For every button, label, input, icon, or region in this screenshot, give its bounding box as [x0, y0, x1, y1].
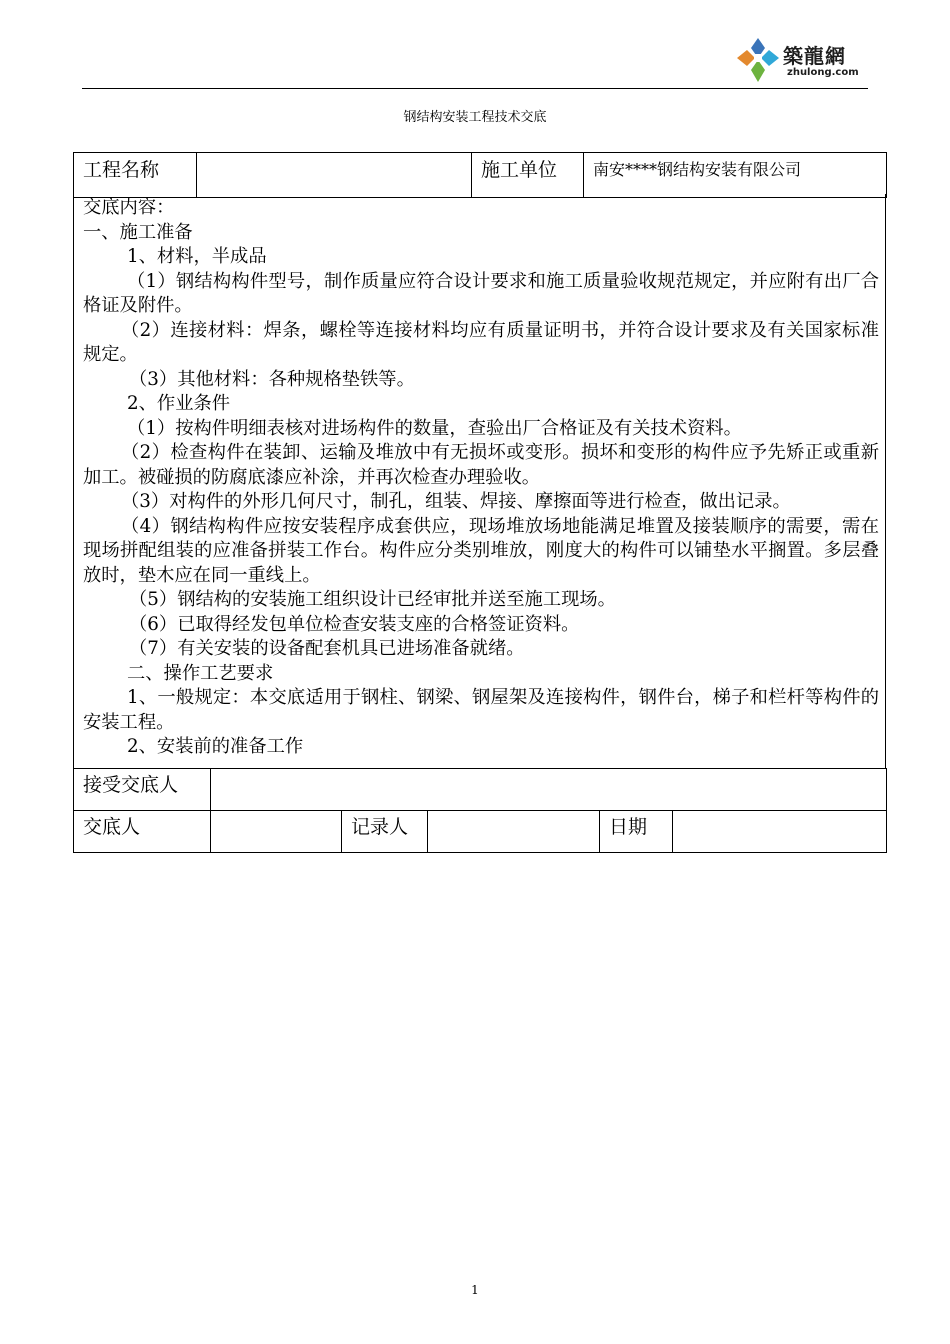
- content-paragraph: （1）按构件明细表核对进场构件的数量，查验出厂合格证及有关技术资料。: [127, 417, 742, 439]
- contractor-field[interactable]: 南安****钢结构安装有限公司: [584, 153, 887, 198]
- subsection-heading: 2、安装前的准备工作: [127, 736, 304, 757]
- project-name-field[interactable]: [197, 153, 472, 198]
- content-paragraph: （7）有关安装的设备配套机具已进场准备就绪。: [129, 638, 525, 659]
- contractor-label: 施工单位: [472, 153, 584, 198]
- content-paragraph: （5）钢结构的安装施工组织设计已经审批并送至施工现场。: [129, 589, 616, 610]
- content-paragraph: （4）钢结构构件应按安装程序成套供应，现场堆放场地能满足堆置及接装顺序的需要，需在现场拼配组装的应准备拼装工作台。构件应分类别堆放，刚度大的构件可以铺垫水平搁置。多层叠放时，垫木应在同一重线上。: [83, 515, 879, 586]
- logo-brand-cn: 築龍網: [783, 44, 846, 68]
- project-info-table: [73, 152, 887, 198]
- subsection-heading: 2、作业条件: [127, 393, 231, 414]
- date-field[interactable]: [673, 811, 887, 853]
- content-intro: 交底内容：: [83, 197, 175, 218]
- receiver-field[interactable]: [211, 769, 887, 811]
- subsection-heading: 1、材料，半成品: [127, 246, 267, 267]
- section-heading: 一、施工准备: [83, 221, 193, 243]
- recorder-field[interactable]: [428, 811, 600, 853]
- content-paragraph: （3）对构件的外形几何尺寸，制孔，组装、焊接、摩擦面等进行检查，做出记录。: [121, 491, 791, 512]
- document-title: 钢结构安装工程技术交底: [403, 110, 547, 125]
- zhulong-logo: [735, 36, 875, 86]
- disclosure-content: [73, 194, 886, 769]
- page-number: 1: [471, 1283, 479, 1297]
- content-paragraph: （1）钢结构构件型号，制作质量应符合设计要求和施工质量验收规范规定，并应附有出厂合格证及附件。: [83, 270, 879, 316]
- signature-table: [73, 768, 887, 853]
- content-paragraph: 1、一般规定：本交底适用于钢柱、钢梁、钢屋架及连接构件，钢件台，梯子和栏杆等构件的安装工程。: [83, 687, 879, 733]
- content-paragraph: （2）检查构件在装卸、运输及堆放中有无损坏或变形。损坏和变形的构件应予先矫正或重新加工。被碰损的防腐底漆应补涂，并再次检查办理验收。: [83, 442, 879, 488]
- section-heading: 二、操作工艺要求: [127, 662, 274, 684]
- discloser-label: 交底人: [74, 811, 211, 853]
- zhulong-logo-icon: [735, 36, 781, 86]
- header-divider: [82, 88, 868, 89]
- recorder-label: 记录人: [342, 811, 428, 853]
- content-paragraph: （6）已取得经发包单位检查安装支座的合格签证资料。: [129, 613, 580, 635]
- content-paragraph: （2）连接材料：焊条，螺栓等连接材料均应有质量证明书，并符合设计要求及有关国家标准规定。: [83, 319, 879, 365]
- receiver-label: 接受交底人: [74, 769, 211, 811]
- discloser-field[interactable]: [211, 811, 342, 853]
- logo-brand-en: zhulong.com: [787, 67, 859, 78]
- project-name-label: 工程名称: [74, 153, 197, 198]
- date-label: 日期: [600, 811, 673, 853]
- content-paragraph: （3）其他材料：各种规格垫铁等。: [129, 368, 415, 390]
